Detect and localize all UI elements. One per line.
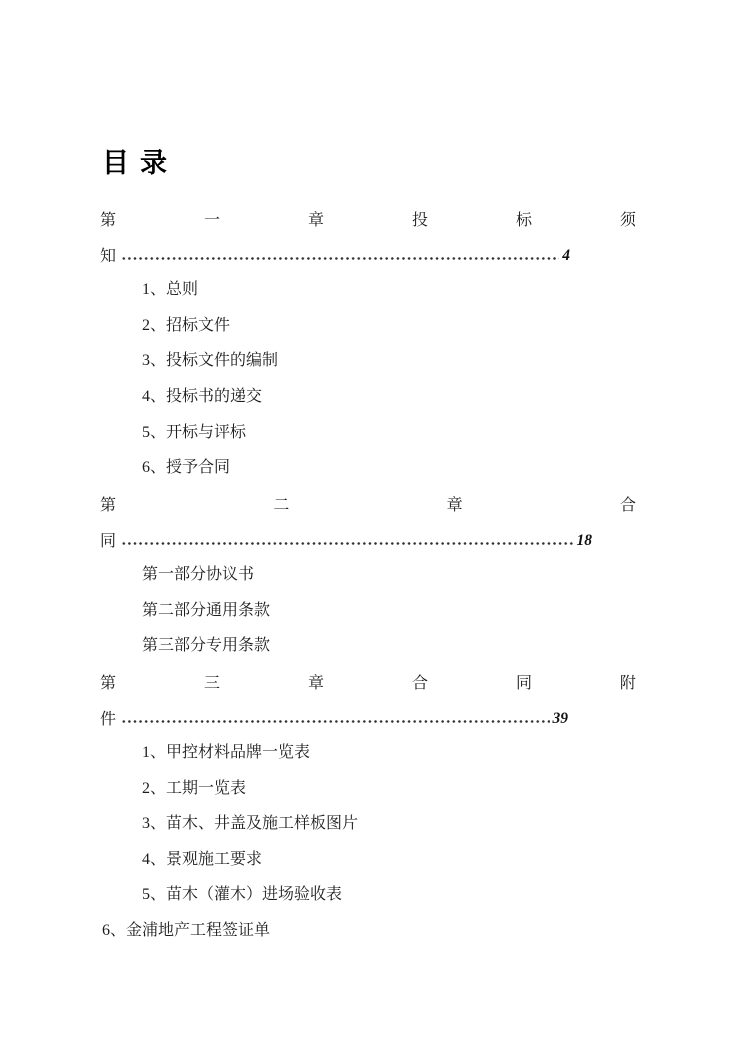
justified-char: 一 [203,212,220,230]
table-of-contents [100,201,636,948]
justified-char: 第 [100,497,117,515]
toc-chapter3-title-line[interactable] [100,664,636,700]
justified-char: 标 [515,212,532,230]
toc-chapter3-page-number: 39 [552,709,568,727]
toc-item[interactable]: 3、投标文件的编制 [142,352,279,370]
justified-char: 同 [515,675,532,693]
toc-item[interactable]: 第三部分专用条款 [142,637,271,655]
toc-chapter2-title-line[interactable] [100,486,636,522]
justified-char: 合 [619,497,636,515]
toc-item[interactable]: 1、甲控材料品牌一览表 [142,743,311,761]
toc-chapter2-page-line[interactable] [100,521,592,557]
toc-item[interactable]: 1、总则 [142,281,199,299]
toc-item[interactable]: 6、金浦地产工程签证单 [102,921,271,939]
justified-char: 章 [307,212,324,230]
toc-item[interactable]: 6、授予合同 [142,459,231,477]
toc-chapter2-carry-char: 同 [100,532,117,550]
justified-char: 二 [273,497,290,515]
justified-char: 章 [446,497,463,515]
justified-char: 投 [411,212,428,230]
justified-char: 须 [619,212,636,230]
toc-chapter1-title-line[interactable] [100,201,636,237]
justified-char: 第 [100,675,117,693]
toc-chapter2-page-number: 18 [576,531,592,549]
justified-char: 章 [307,675,324,693]
justified-char: 三 [203,675,220,693]
justified-char: 附 [619,675,636,693]
toc-item[interactable]: 第二部分通用条款 [142,601,271,619]
justified-char: 第 [100,212,117,230]
toc-item[interactable]: 3、苗木、井盖及施工样板图片 [142,815,359,833]
toc-chapter3-page-line[interactable] [100,699,568,735]
toc-item[interactable]: 2、工期一览表 [142,779,247,797]
page-title: 目录 [102,148,178,178]
dot-leader [121,720,549,723]
toc-chapter1-carry-char: 知 [100,247,117,265]
toc-item[interactable]: 5、苗木（灌木）进场验收表 [142,886,343,904]
toc-item[interactable]: 5、开标与评标 [142,423,247,441]
toc-item[interactable]: 4、景观施工要求 [142,850,263,868]
toc-chapter3-carry-char: 件 [100,710,117,728]
toc-chapter1-page-number: 4 [562,246,570,264]
dot-leader [121,257,559,260]
toc-chapter1-page-line[interactable] [100,237,570,273]
dot-leader [121,542,573,545]
toc-item[interactable]: 第一部分协议书 [142,565,255,583]
toc-item[interactable]: 2、招标文件 [142,316,231,334]
toc-item[interactable]: 4、投标书的递交 [142,387,263,405]
justified-char: 合 [411,675,428,693]
